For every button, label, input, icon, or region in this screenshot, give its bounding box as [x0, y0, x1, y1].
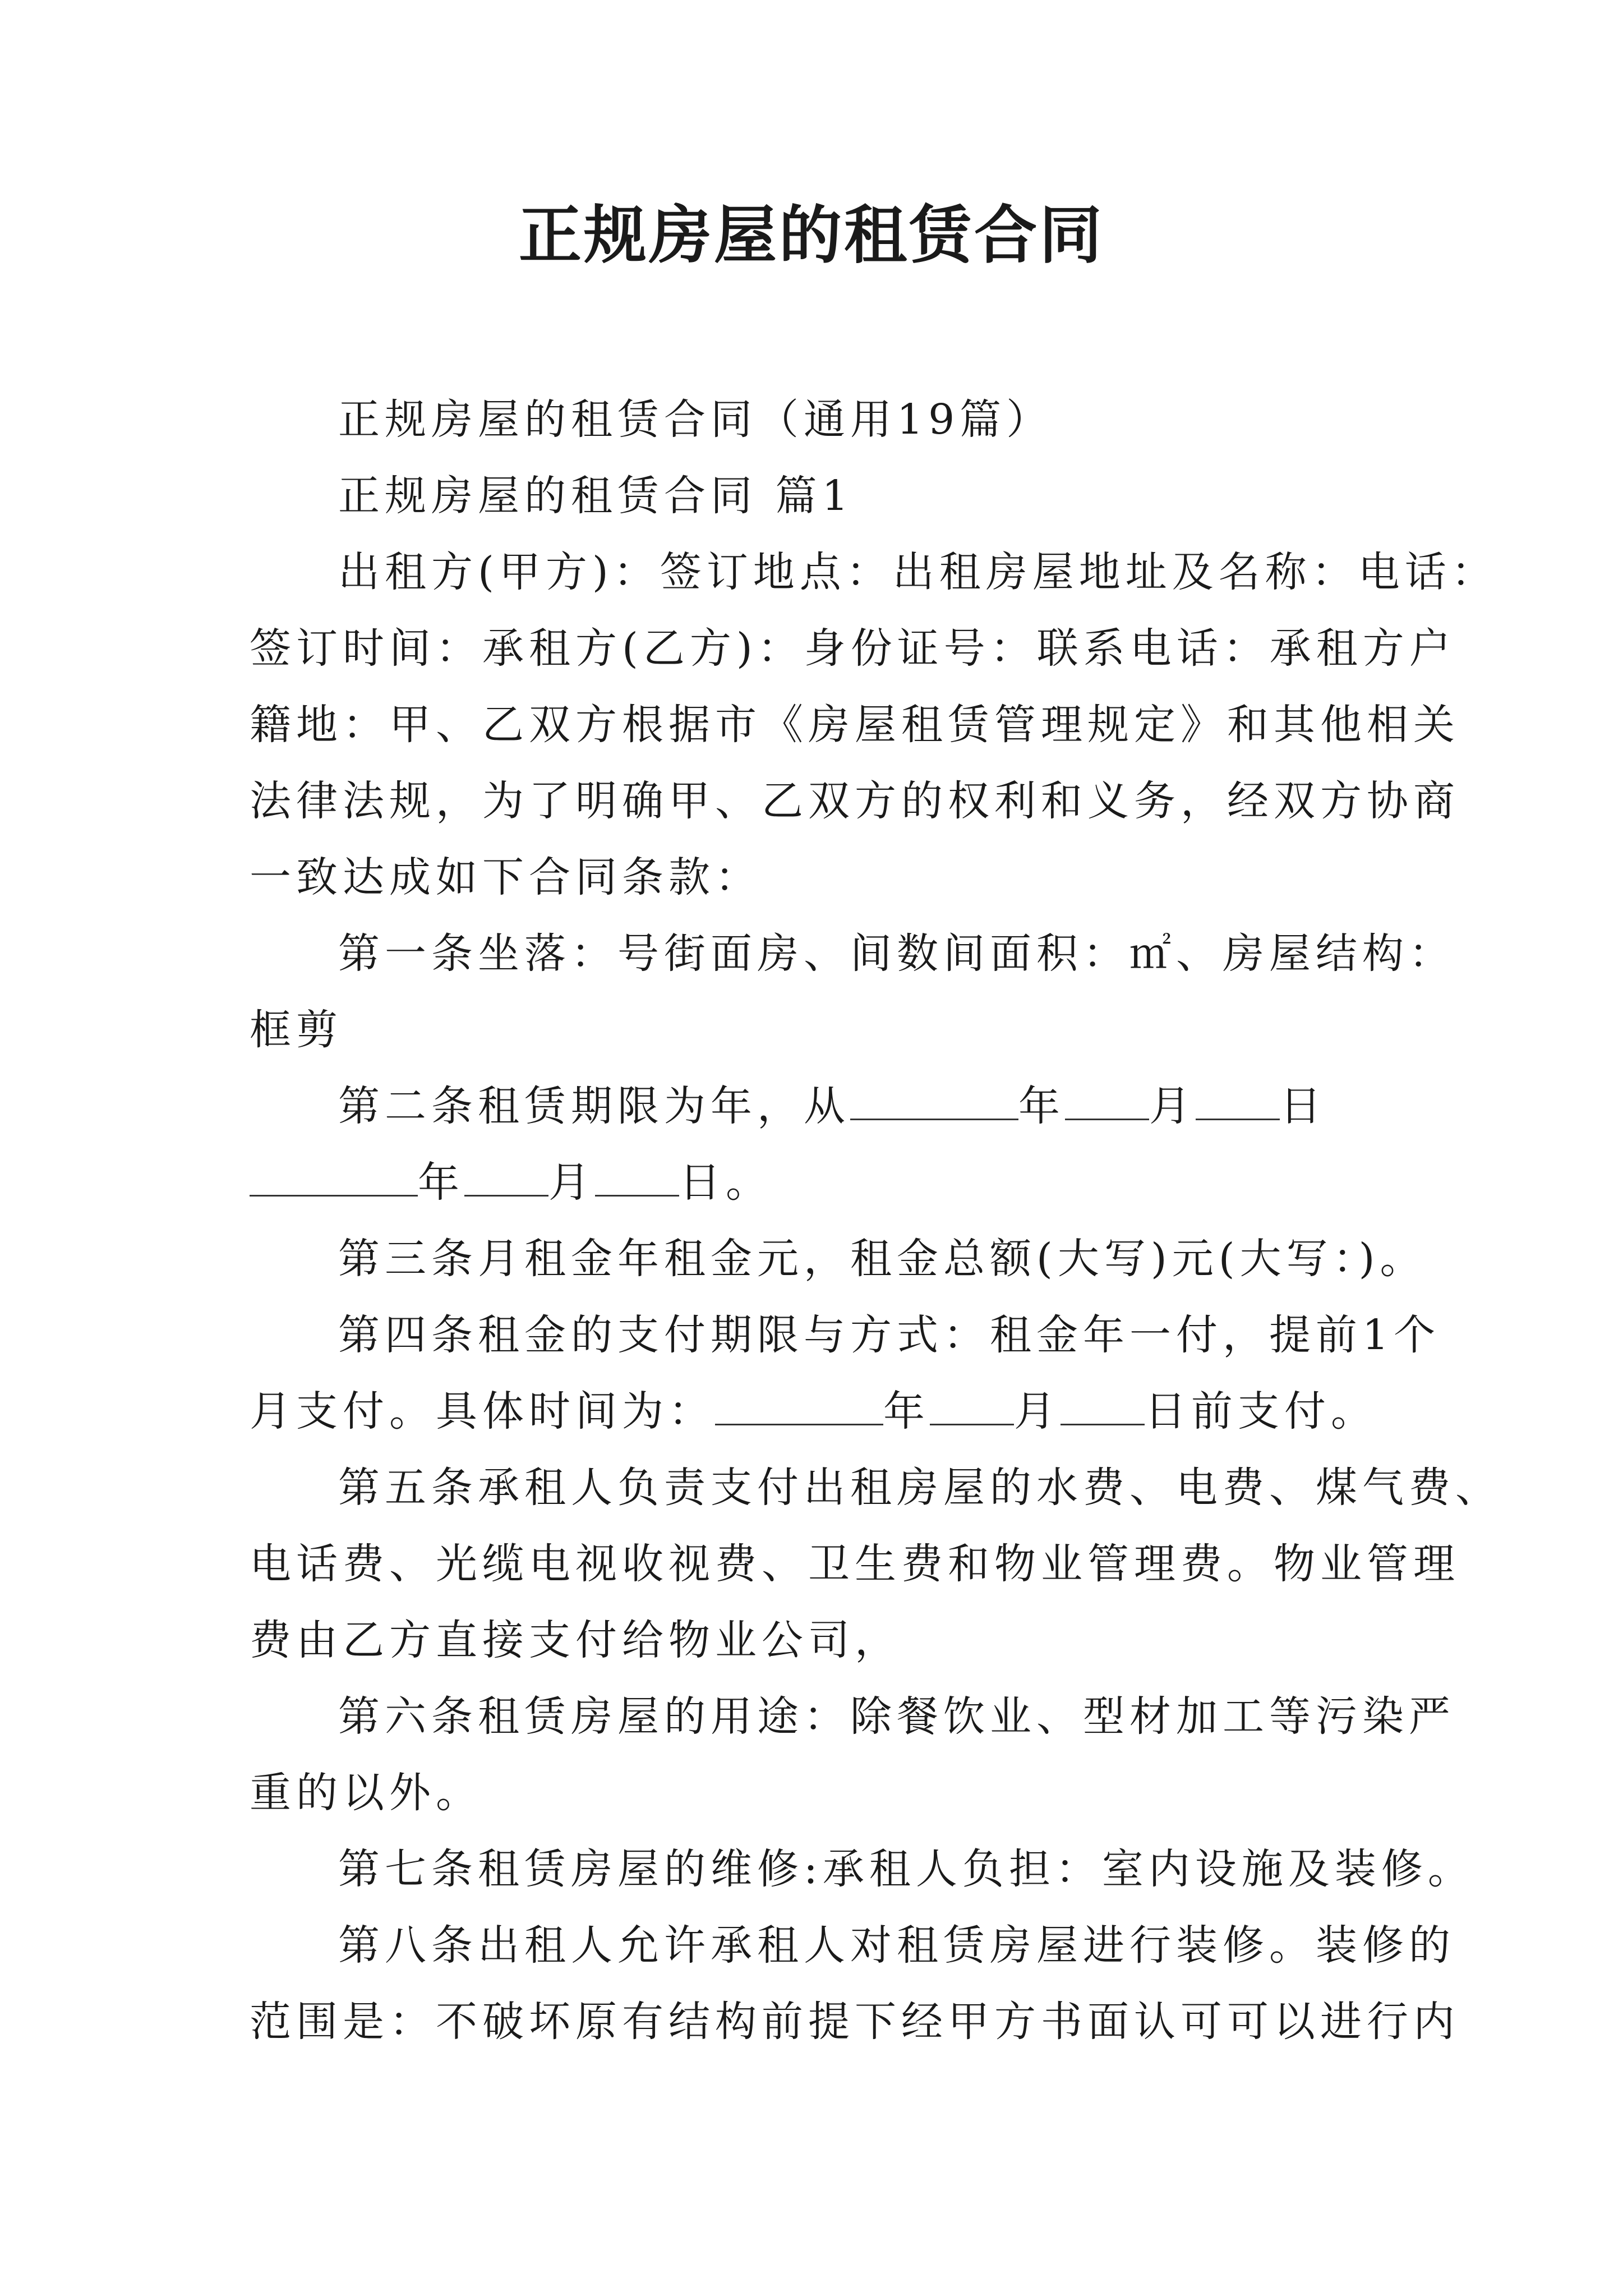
blank-day [1061, 1384, 1145, 1425]
document-title: 正规房屋的租赁合同 [519, 199, 1104, 272]
label-year: 年 [418, 1158, 464, 1207]
section-heading [250, 458, 1374, 534]
label-month: 月 [1149, 1082, 1196, 1130]
article-4 [250, 1297, 1441, 1450]
blank-month [1065, 1079, 1149, 1120]
article-4-suffix: 日前支付。 [1145, 1387, 1377, 1435]
article-5 [250, 1450, 1502, 1678]
blank-month [930, 1384, 1014, 1425]
label-day: 日 [1280, 1082, 1326, 1130]
text-line: 第八条出租人允许承租人对租赁房屋进行装修。装修的 [338, 1921, 1455, 1970]
text-line: 第六条租赁房屋的用途：除餐饮业、型材加工等污染严 [338, 1692, 1455, 1741]
text-line: 费由乙方直接支付给物业公司， [250, 1616, 901, 1664]
text-line [250, 1144, 1374, 1221]
label-day-end: 日。 [679, 1158, 772, 1207]
text-line: 第三条月租金年租金元，租金总额(大写)元(大写：)。 [338, 1235, 1427, 1283]
blank-day [1196, 1079, 1280, 1120]
text-line: 重的以外。 [250, 1769, 482, 1817]
article-6 [250, 1678, 1455, 1831]
blank-year [715, 1384, 883, 1425]
text-line: 法律法规，为了明确甲、乙双方的权利和义务，经双方协商 [250, 777, 1460, 825]
article-1 [250, 915, 1455, 1068]
text-line: 第七条租赁房屋的维修:承租人负担：室内设施及装修。 [338, 1845, 1474, 1893]
label-month: 月 [1014, 1387, 1061, 1435]
text-line [250, 1068, 1374, 1144]
text-line: 正规房屋的租赁合同（通用19篇） [338, 395, 1053, 444]
article-2 [250, 1068, 1374, 1221]
text-line: 一致达成如下合同条款： [250, 853, 762, 901]
blank-year [250, 1156, 418, 1197]
text-line: 框剪 [250, 1006, 343, 1054]
label-year: 年 [883, 1387, 930, 1435]
label-year: 年 [1018, 1082, 1065, 1130]
text-line: 正规房屋的租赁合同 篇1 [338, 472, 854, 520]
paragraph-parties [250, 534, 1498, 915]
text-line: 第一条坐落：号街面房、间数间面积：㎡、房屋结构： [338, 930, 1455, 978]
text-line: 范围是：不破坏原有结构前提下经甲方书面认可可以进行内 [250, 1998, 1460, 2046]
text-line: 第五条承租人负责支付出租房屋的水费、电费、煤气费、 [338, 1464, 1502, 1512]
label-month: 月 [548, 1158, 595, 1207]
document-subtitle [250, 381, 1374, 458]
article-3 [250, 1221, 1427, 1297]
blank-year [850, 1079, 1018, 1120]
text-line: 籍地：甲、乙双方根据市《房屋租赁管理规定》和其他相关 [250, 701, 1460, 749]
text-line: 电话费、光缆电视收视费、卫生费和物业管理费。物业管理 [250, 1540, 1460, 1588]
text-line: 第四条租金的支付期限与方式：租金年一付，提前1个 [338, 1311, 1441, 1359]
text-line: 出租方(甲方)：签订地点：出租房屋地址及名称：电话： [338, 548, 1498, 596]
document-body [250, 381, 1502, 2060]
blank-day [595, 1156, 679, 1197]
article-7 [250, 1831, 1474, 1907]
article-4-prefix: 月支付。具体时间为： [250, 1387, 715, 1435]
text-line [250, 1373, 1377, 1450]
article-2-prefix: 第二条租赁期限为年，从 [338, 1082, 850, 1130]
text-line: 签订时间：承租方(乙方)：身份证号：联系电话：承租方户 [250, 624, 1456, 673]
article-8 [250, 1907, 1460, 2060]
blank-month [464, 1156, 548, 1197]
